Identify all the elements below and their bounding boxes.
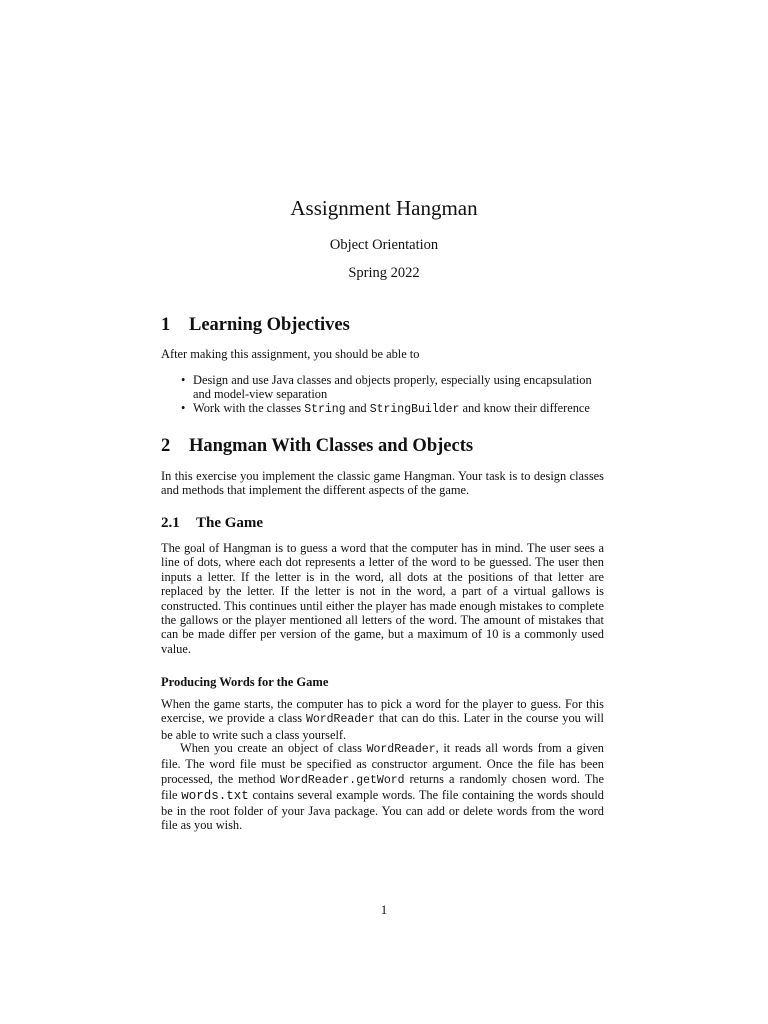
section-title: Hangman With Classes and Objects	[189, 436, 474, 456]
objectives-list	[161, 373, 604, 417]
subsection-number: 2.1	[161, 515, 180, 531]
code-wordreader: WordReader	[366, 743, 436, 756]
producing-words-paragraph-2	[161, 741, 604, 832]
objectives-intro: After making this assignment, you should be able to	[161, 347, 420, 361]
page-number: 1	[380, 902, 388, 917]
text-a: When you create an object of class	[180, 741, 367, 755]
section-heading-hangman-classes	[161, 436, 473, 457]
code-string: String	[304, 403, 346, 416]
text-pre: When the game starts, the computer has to pick a word for the player to guess. For this exercise, we provide a class	[161, 697, 604, 726]
the-game-paragraph: The goal of Hangman is to guess a word that the computer has in mind. The user sees a line of dots, where each dot represents a letter of the word to be guessed. The user then inputs a letter. If the letter is in the word, all dots at the positions of that letter are replaced by the letter. If the letter is not in the word, a part of a virtual gallows is constructed. This continues until either the player has made enough mistakes to complete the gallows or the player mentioned all letters of the word. The amount of mistakes that can be made differ per version of the game, but a maximum of 10 is a commonly used value.	[161, 541, 604, 656]
document-subtitle: Object Orientation	[329, 237, 439, 253]
document-title: Assignment Hangman	[290, 196, 478, 220]
section-title: Learning Objectives	[189, 315, 350, 335]
text-b: , it reads all words from a given file. The word file must be specified as constructor argument. Once the file has been processed, the method	[161, 741, 604, 786]
objective-text-pre: Work with the classes	[193, 401, 305, 415]
code-words-txt: words.txt	[181, 789, 249, 804]
text-c: returns a randomly chosen word. The file	[161, 771, 604, 803]
text-post: that can do this. Later in the course you will be able to write such a class yourself.	[161, 711, 604, 742]
objective-text-mid: and	[345, 401, 370, 415]
objective-text: Design and use Java classes and objects properly, especially using encapsulation and model-view separation	[193, 373, 592, 401]
document-date: Spring 2022	[348, 265, 420, 281]
list-item	[161, 373, 604, 401]
subsection-heading-the-game	[161, 515, 263, 532]
code-wordreader: WordReader	[305, 713, 375, 727]
section-heading-learning-objectives	[161, 315, 350, 336]
section-number: 1	[161, 315, 171, 335]
objective-text-post: and know their difference	[459, 401, 590, 415]
list-item	[161, 401, 604, 417]
bullet-icon: •	[181, 373, 186, 387]
producing-words-paragraph-1	[161, 697, 604, 742]
code-getword: WordReader.getWord	[280, 773, 405, 787]
section-number: 2	[161, 436, 171, 456]
paragraph-heading-producing-words: Producing Words for the Game	[161, 675, 329, 689]
section2-intro: In this exercise you implement the classic game Hangman. Your task is to design classes and methods that implement the different aspects of the game.	[161, 469, 604, 498]
code-stringbuilder: StringBuilder	[369, 403, 460, 416]
subsection-title: The Game	[196, 515, 264, 531]
bullet-icon: •	[181, 401, 186, 415]
text-d: contains several example words. The file containing the words should be in the root folder of your Java package. You can add or delete words from the word file as you wish.	[161, 788, 605, 833]
